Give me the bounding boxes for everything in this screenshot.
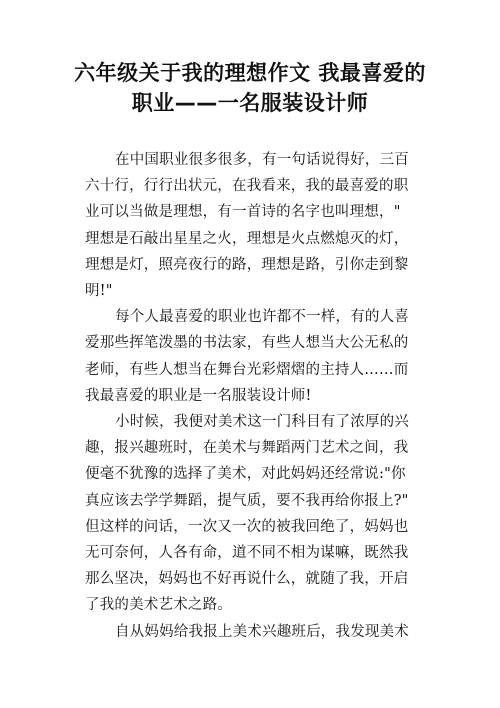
text-line: 那么坚决，妈妈也不好再说什么，就随了我，开启	[85, 571, 409, 588]
text-line: 在中国职业很多很多，有一句话说得好，三百	[115, 152, 409, 168]
article-title	[60, 58, 440, 118]
text-line: 爱那些挥笔泼墨的书法家，有些人想当大公无私的	[85, 335, 409, 352]
text-line: 小时候，我便对美术这一门科目有了浓厚的兴	[115, 414, 409, 431]
text-line: 六十行，行行出状元，在我看来，我的最喜爱的职	[85, 178, 409, 195]
text-line: 趣，报兴趣班时，在美术与舞蹈两门艺术之间，我	[85, 440, 409, 457]
text-line: 业可以当做是理想，有一首诗的名字也叫理想，"	[85, 204, 401, 221]
paragraph	[85, 619, 420, 645]
title-line: 职业——一名服装设计师	[131, 91, 369, 115]
text-line: 明!"	[85, 283, 113, 300]
paragraph	[85, 147, 420, 304]
text-line: 老师，有些人想当在舞台光彩熠熠的主持人……而	[85, 361, 409, 378]
paragraph	[85, 409, 420, 619]
text-line: 但这样的问话，一次又一次的被我回绝了，妈妈也	[85, 518, 409, 535]
text-line: 理想是灯，照亮夜行的路，理想是路，引你走到黎	[85, 256, 409, 273]
text-line: 我最喜爱的职业是一名服装设计师!	[85, 387, 312, 404]
text-line: 自从妈妈给我报上美术兴趣班后，我发现美术	[115, 623, 409, 640]
text-line: 便毫不犹豫的选择了美术，对此妈妈还经常说:"你	[85, 466, 406, 483]
text-line: 了我的美术艺术之路。	[85, 597, 232, 614]
text-line: 每个人最喜爱的职业也许都不一样，有的人喜	[115, 309, 409, 326]
title-line: 六年级关于我的理想作文 我最喜爱的	[74, 61, 426, 85]
text-line: 真应该去学学舞蹈，提气质，要不我再给你报上?"	[85, 492, 409, 509]
text-line: 理想是石敲出星星之火，理想是火点燃熄灭的灯，	[85, 230, 409, 247]
article-body	[85, 147, 420, 645]
paragraph	[85, 304, 420, 409]
text-line: 无可奈何，人各有命，道不同不相为谋嘛，既然我	[85, 545, 409, 562]
